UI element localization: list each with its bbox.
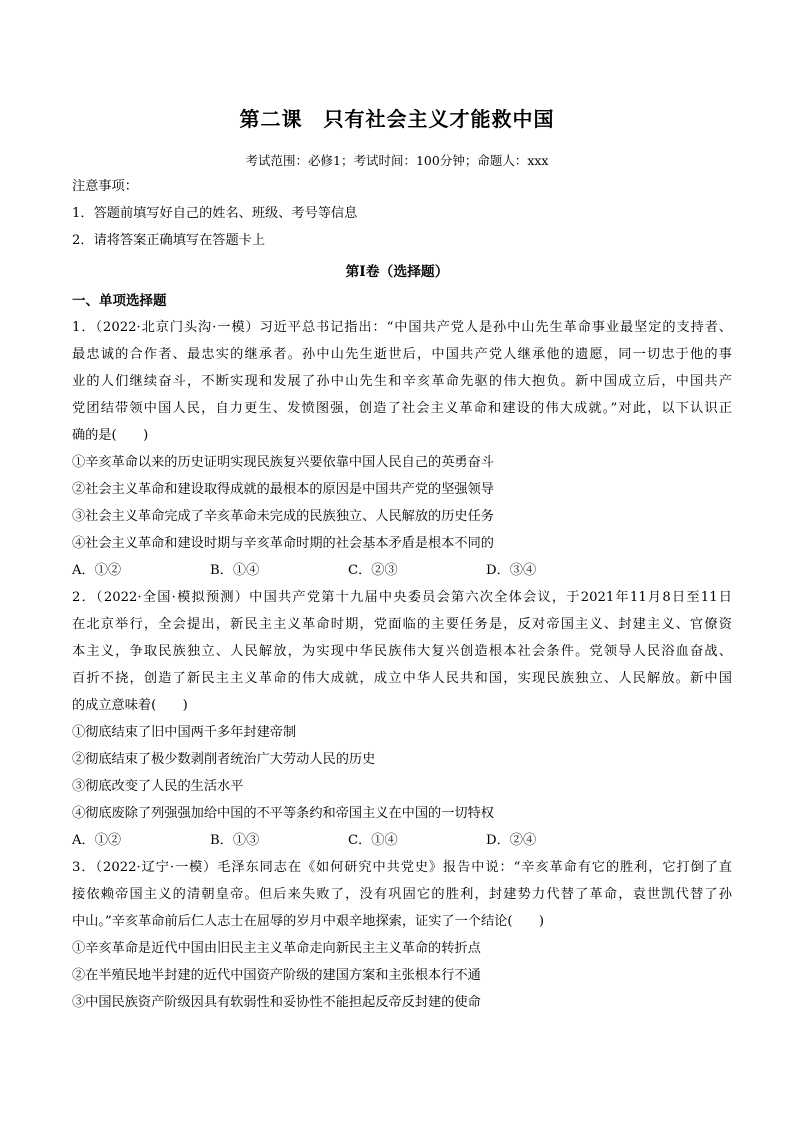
statement: ①辛亥革命以来的历史证明实现民族复兴要依靠中国人民自己的英勇奋斗 — [72, 455, 494, 470]
statement: ③中国民族资产阶级因具有软弱性和妥协性不能担起反帝反封建的使命 — [72, 995, 481, 1010]
statement: ②彻底结束了极少数剥削者统治广大劳动人民的历史 — [72, 752, 376, 767]
statement: ②在半殖民地半封建的近代中国资产阶级的建国方案和主张根本行不通 — [72, 968, 481, 983]
question-2-line: 本主义，争取民族独立、人民解放，为实现中华民族伟大复兴创造根本社会条件。党领导人民浴血奋战、 — [72, 644, 732, 659]
notice-heading: 注意事项： — [72, 179, 138, 194]
statement: ③彻底改变了人民的生活水平 — [72, 779, 244, 794]
question-1-line: 党团结带领中国人民，自力更生、发愤图强，创造了社会主义革命和建设的伟大成就。”对此，以下认识正 — [72, 401, 732, 416]
statement: ①彻底结束了旧中国两千多年封建帝制 — [72, 725, 297, 740]
option-a: A．①② — [72, 833, 122, 848]
notice-item: 1．答题前填写好自己的姓名、班级、考号等信息 — [72, 206, 358, 221]
statement: ④社会主义革命和建设时期与辛亥革命时期的社会基本矛盾是根本不同的 — [72, 536, 494, 551]
statement: ②社会主义革命和建设取得成就的最根本的原因是中国共产党的坚强领导 — [72, 482, 494, 497]
part-title: 第I卷（选择题） — [345, 264, 449, 280]
question-1-line: 业的人们继续奋斗，不断实现和发展了孙中山先生和辛亥革命先驱的伟大抱负。新中国成立后，中国共产 — [72, 374, 732, 389]
question-1-line: 确的是( ) — [72, 428, 149, 443]
statement: ③社会主义革命完成了辛亥革命未完成的民族独立、人民解放的历史任务 — [72, 509, 494, 524]
question-2-line: 在北京举行，全会提出，新民主主义革命时期，党面临的主要任务是，反对帝国主义、封建主义、官僚资 — [72, 617, 732, 632]
question-1-line: 最忠诚的合作者、最忠实的继承者。孙中山先生逝世后，中国共产党人继承他的遗愿，同一切忠于他的事 — [72, 347, 732, 362]
question-2-line: 百折不挠，创造了新民主主义革命的伟大成就，成立中华人民共和国，实现民族独立、人民解放。新中国 — [72, 671, 732, 686]
page-title: 第二课 只有社会主义才能救中国 — [239, 107, 555, 131]
question-3-line: 接依赖帝国主义的清朝皇帝。但后来失败了，没有巩固它的胜利，封建势力代替了革命，袁世凯代替了孙 — [72, 887, 732, 902]
question-2-line: 的成立意味着( ) — [72, 698, 188, 713]
question-1-line: 1．（2022·北京门头沟·一模）习近平总书记指出：“中国共产党人是孙中山先生革命事业最坚定的支持者、 — [72, 320, 732, 335]
question-3-line: 中山。”辛亥革命前后仁人志士在屈辱的岁月中艰辛地探索，证实了一个结论( ) — [72, 914, 544, 929]
option-a: A．①② — [72, 563, 122, 578]
option-b: B．①③ — [210, 833, 260, 848]
option-d: D．②④ — [486, 833, 537, 848]
question-3-line: 3．（2022·辽宁·一模）毛泽东同志在《如何研究中共党史》报告中说：“辛亥革命有它的胜利，它打倒了直 — [72, 860, 732, 875]
option-c: C．②③ — [348, 563, 398, 578]
exam-info: 考试范围：必修1；考试时间：100分钟；命题人：xxx — [245, 153, 549, 168]
option-b: B．①④ — [210, 563, 260, 578]
option-d: D．③④ — [486, 563, 537, 578]
statement: ①辛亥革命是近代中国由旧民主主义革命走向新民主主义革命的转折点 — [72, 941, 481, 956]
option-c: C．①④ — [348, 833, 398, 848]
section-title: 一、单项选择题 — [72, 293, 167, 309]
notice-item: 2．请将答案正确填写在答题卡上 — [72, 233, 266, 248]
statement: ④彻底废除了列强强加给中国的不平等条约和帝国主义在中国的一切特权 — [72, 806, 494, 821]
question-2-line: 2．（2022·全国·模拟预测）中国共产党第十九届中央委员会第六次全体会议，于2021年11月8日至11日 — [72, 590, 732, 605]
